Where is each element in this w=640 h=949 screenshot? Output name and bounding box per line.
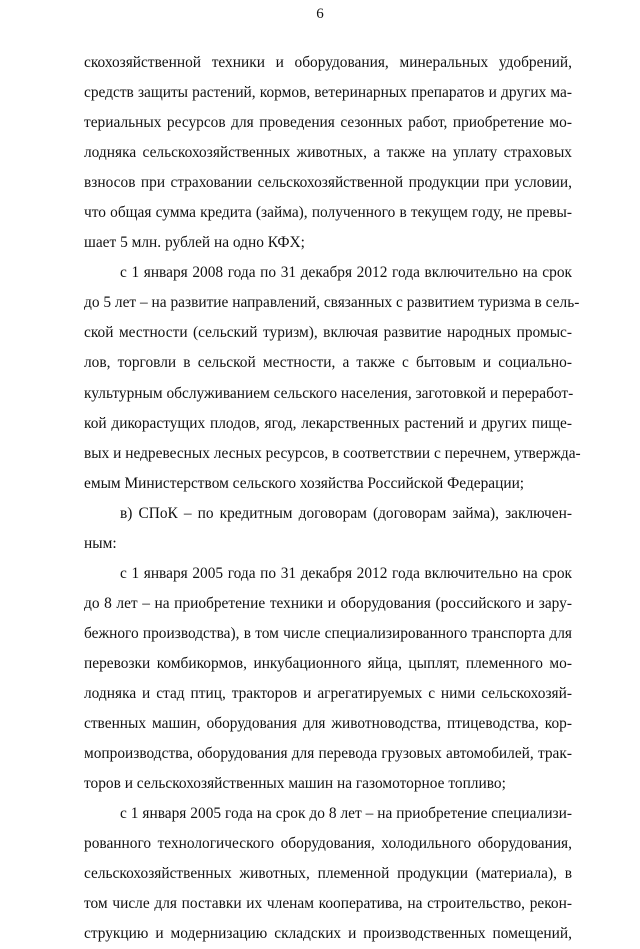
page-number: 6 [316,6,324,22]
text-line: торов и сельскохозяйственных машин на газомоторное топливо; [84,775,506,793]
paragraph-specialized-equipment [84,799,572,949]
text-line: териальных ресурсов для проведения сезонных работ, приобретение мо- [84,114,572,132]
paragraph-continuation [84,48,572,258]
text-line: шает 5 млн. рублей на одно КФХ; [84,234,305,252]
paragraph-rural-tourism [84,258,581,498]
text-line: до 8 лет – на приобретение техники и оборудования (российского и зару- [84,594,572,612]
text-line: том числе для поставки их членам кооператива, на строительство, рекон- [84,895,572,913]
text-line: в) СПоК – по кредитным договорам (договорам займа), заключен- [120,504,572,522]
text-line: мопроизводства, оборудования для перевода грузовых автомобилей, трак- [84,745,572,763]
paragraph-equipment [84,559,572,799]
text-line: с 1 января 2008 года по 31 декабря 2012 года включительно на срок [120,264,572,282]
text-line: емым Министерством сельского хозяйства Российской Федерации; [84,474,525,492]
text-line: с 1 января 2005 года по 31 декабря 2012 года включительно на срок [120,564,572,582]
text-line: ным: [84,534,117,552]
text-line: перевозки комбикормов, инкубационного яйца, цыплят, племенного мо- [84,654,572,672]
text-line: средств защиты растений, кормов, ветеринарных препаратов и других ма- [84,84,572,102]
text-line: скохозяйственной техники и оборудования, минеральных удобрений, [84,54,572,71]
text-line: рованного технологического оборудования, холодильного оборудования, [84,835,572,853]
text-line: лов, торговли в сельской местности, а также с бытовым и социально- [84,354,572,372]
text-line: лодняка и стад птиц, тракторов и агрегатируемых с ними сельскохозяй- [84,684,572,702]
text-line: до 5 лет – на развитие направлений, связанных с развитием туризма в сель- [84,294,580,312]
text-line: струкцию и модернизацию складских и производственных помещений, [84,925,572,943]
text-line: ственных машин, оборудования для животноводства, птицеводства, кор- [84,715,572,733]
document-body [84,48,581,949]
text-line: с 1 января 2005 года на срок до 8 лет – на приобретение специализи- [120,805,572,823]
text-line: ской местности (сельский туризм), включая развитие народных промыс- [84,324,572,342]
text-line: лодняка сельскохозяйственных животных, а также на уплату страховых [84,144,572,162]
text-line: взносов при страховании сельскохозяйственной продукции при условии, [84,174,572,192]
text-line: вых и недревесных лесных ресурсов, в соответствии с перечнем, утвержда- [84,444,581,462]
paragraph-spok [84,499,572,559]
text-line: что общая сумма кредита (займа), полученного в текущем году, не превы- [84,204,572,222]
text-line: культурным обслуживанием сельского населения, заготовкой и переработ- [84,384,574,402]
text-line: сельскохозяйственных животных, племенной продукции (материала), в [84,865,572,883]
text-line: бежного производства), в том числе специализированного транспорта для [84,624,572,642]
text-line: кой дикорастущих плодов, ягод, лекарственных растений и других пище- [84,414,572,432]
